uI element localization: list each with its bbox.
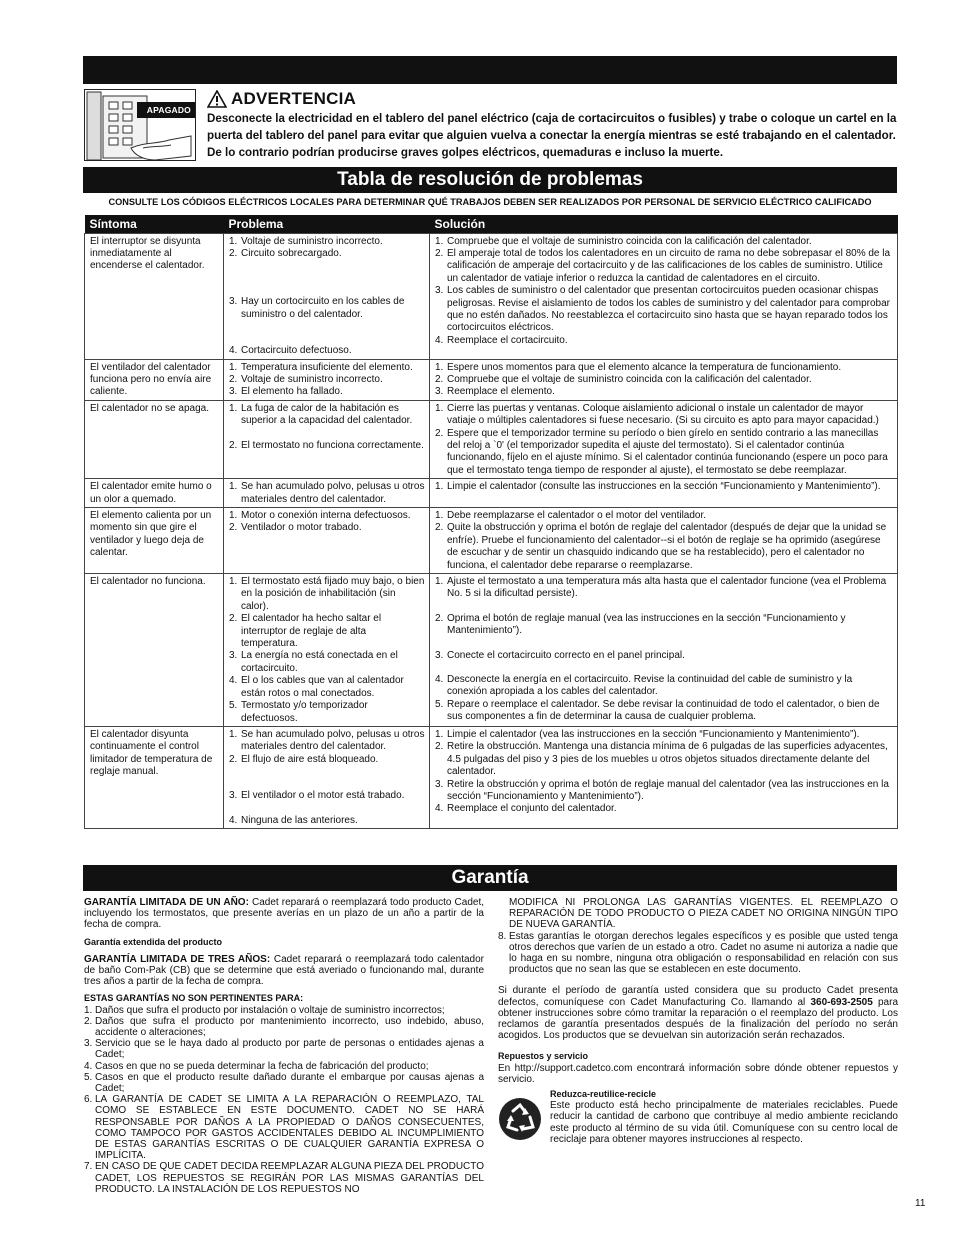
symptom-cell: El calentador no se apaga. (85, 400, 224, 478)
troubleshooting-title: Tabla de resolución de problemas (83, 167, 897, 193)
solution-cell: 1. Debe reemplazarse el calentador o el motor del ventilador. 2. Quite la obstrucción y oprima el botón de reglaje del calentador (después de dejar que la unidad se enfríe). Pruebe el funcionamiento del calentador--si el botón de reglaje se ha oprimido (asegúrese de escuchar y de sentir un chasquido indicando que se ha restablecido), pero el calentador no funciona, el calentador debe repararse o reemplazarse. (430, 508, 898, 574)
warning-title-text: ADVERTENCIA (231, 89, 356, 108)
symptom-cell: El calentador emite humo o un olor a quemado. (85, 479, 224, 508)
warning-triangle-icon (207, 90, 227, 108)
recycle-heading: Reduzca-reutilice-recicle (550, 1089, 657, 1100)
header-sintoma: Síntoma (85, 215, 224, 233)
breaker-panel-icon (85, 90, 196, 161)
warning-title (207, 89, 356, 109)
list-item: 5. Casos en que el producto resulte dañado durante el embarque por causas ajenas a Cadet; (84, 1071, 484, 1095)
solution-cell: 1. Ajuste el termostato a una temperatura más alta hasta que el calentador funcione (vea el Problema No. 5 si la dificultad persiste). 2. Oprima el botón de reglaje manual (vea las instrucciones en la sección “Funcionamiento y Mantenimiento”). 3. Conecte el cortacircuito correcto en el panel principal. 4. Desconecte la energía en el cortacircuito. Revise la continuidad del cable de suministro y la conexión apropiada a los cables del calentador. 5. Repare o reemplace el calentador. Se debe revisar la continuidad de todo el calentador, o bien de sus componentes a fin de determinar la causa de cualquier problema. (430, 574, 898, 727)
header-solucion: Solución (430, 215, 898, 233)
table-row (85, 359, 898, 400)
top-black-bar (83, 56, 897, 84)
symptom-cell: El calentador disyunta continuamente el control limitador de temperatura de reglaje manual. (85, 726, 224, 828)
problem-cell: 1. Se han acumulado polvo, pelusas u otros materiales dentro del calentador. 2. El flujo de aire está bloqueado. 3. El ventilador o el motor está trabado. 4. Ninguna de las anteriores. (224, 726, 430, 828)
phone-number: 360-693-2505 (810, 996, 873, 1008)
problem-cell: 1. Voltaje de suministro incorrecto. 2. Circuito sobrecargado. 3. Hay un cortocircuito en los cables de suministro o del calentador. 4. Cortacircuito defectuoso. (224, 233, 430, 359)
problem-cell: 1. El termostato está fijado muy bajo, o bien en la posición de inhabilitación (sin calor). 2. El calentador ha hecho saltar el interruptor de reglaje de alta temperatura. 3. La energía no está conectada en el cortacircuito. 4. El o los cables que van al calentador están rotos o mal conectados. 5. Termostato y/o temporizador defectuosos. (224, 574, 430, 727)
breaker-panel-illustration (84, 89, 196, 161)
header-problema: Problema (224, 215, 430, 233)
recycle-section (498, 1089, 898, 1145)
parts-heading: Repuestos y servicio (498, 1051, 589, 1062)
problem-cell: 1. Temperatura insuficiente del elemento. 2. Voltaje de suministro incorrecto. 3. El elemento ha fallado. (224, 359, 430, 400)
problem-cell: 1. Se han acumulado polvo, pelusas u otros materiales dentro del calentador. (224, 479, 430, 508)
consult-notice: CONSULTE LOS CÓDIGOS ELÉCTRICOS LOCALES PARA DETERMINAR QUÉ TRABAJOS DEBEN SER REALIZADOS POR PERSONAL DE SERVICIO ELÉCTRICO CALIFICADO (108, 197, 872, 207)
warning-text: Desconecte la electricidad en el tablero del panel eléctrico (caja de cortacircuitos o fusibles) y trabe o coloque un cartel en la puerta del tablero del panel para evitar que alguien vuelva a conectar la energía mientras se esté trabajando en el calentador. De lo contrario podrían producirse graves golpes eléctricos, quemaduras e incluso la muerte. (207, 112, 897, 159)
list-item: 6. LA GARANTÍA DE CADET SE LIMITA A LA REPARACIÓN O REEMPLAZO, TAL COMO SE ESTABLECE EN ESTE DOCUMENTO. CADET NO SE HARÁ RESPONSABLE POR DAÑOS A LA PROPIEDAD O DAÑOS CONSECUENTES, COMO TAMPOCO POR GASTOS ACCIDENTALES DEBIDO AL INCUMPLIMIENTO DE ESTAS GARANTÍAS ESCRITAS O DE CUALQUIER GARANTÍA EXPRESA O IMPLÍCITA. (84, 1094, 484, 1162)
problem-cell: 1. Motor o conexión interna defectuosos. 2. Ventilador o motor trabado. (224, 508, 430, 574)
warranty-left-column (84, 897, 484, 1195)
solution-cell: 1. Compruebe que el voltaje de suministro coincida con la calificación del calentador. 2. El amperaje total de todos los calentadores en un circuito de rama no debe sobrepasar el 80% de la calificación de amperaje del cortacircuito y de las calificaciones de los cables de suministro. Utilice un calentador de vatiaje inferior o reduzca la cantidad de calentadores en el circuito. 3. Los cables de suministro o del calentador que presentan cortocircuitos pueden ocasionar chispas peligrosas. Revise el aislamiento de todos los cables de suministro y del calentador para comprobar que no estén dañados. No reestablezca el cortacircuito sino hasta que se hayan reparado todos los cortocircuitos eléctricos. 4. Reemplace el cortacircuito. (430, 233, 898, 359)
table-row (85, 574, 898, 727)
one-year-warranty: GARANTÍA LIMITADA DE UN AÑO: Cadet reparará o reemplazará todo producto Cadet, incluyendo los termostatos, que presente averías en un plazo de un año a partir de la fecha de compra. (84, 897, 484, 931)
troubleshooting-table (84, 215, 898, 829)
page-number: 11 (915, 1198, 926, 1209)
warranty-title: Garantía (83, 865, 897, 891)
list-item-continued: MODIFICA NI PROLONGA LAS GARANTÍAS VIGENTES. EL REEMPLAZO O REPARACIÓN DE TODO PRODUCTO O PIEZA CADET NO ORIGINA NINGÚN TIPO DE NUEVA GARANTÍA. (509, 897, 898, 931)
table-row (85, 726, 898, 828)
list-item: 3. Servicio que se le haya dado al producto por parte de personas o entidades ajenas a Cadet; (84, 1038, 484, 1061)
solution-cell: 1. Cierre las puertas y ventanas. Coloque aislamiento adicional o instale un calentador de mayor vatiaje o múltiples calentadores si fuese necesario. (Si su circuito es apto para mayor capacidad.) 2. Espere que el temporizador termine su período o bien gírelo en sentido contrario a las manecillas del reloj a `0' (el temporizador supedita el ajuste del termostato). Si el calentador continúa funcionando, fíjelo en el ajuste mínimo. Si el calentador continúa funcionando (espere un poco para que el termostato tenga tiempo de responder al ajuste), el termostato se debe reemplazar. (430, 400, 898, 478)
table-row (85, 400, 898, 478)
table-row (85, 233, 898, 359)
symptom-cell: El ventilador del calentador funciona pero no envía aire caliente. (85, 359, 224, 400)
exclusions-heading: ESTAS GARANTÍAS NO SON PERTINENTES PARA: (84, 993, 304, 1004)
list-item: 4. Casos en que no se pueda determinar la fecha de fabricación del producto; (84, 1060, 429, 1072)
solution-cell: 1. Espere unos momentos para que el elemento alcance la temperatura de funcionamiento. 2. Compruebe que el voltaje de suministro coincida con la calificación del calentador. 3. Reemplace el elemento. (430, 359, 898, 400)
list-item: 1. Daños que sufra el producto por instalación o voltaje de suministro incorrectos; (84, 1004, 445, 1016)
warranty-right-column (498, 897, 898, 1145)
symptom-cell: El elemento calienta por un momento sin que gire el ventilador y luego deja de calentar. (85, 508, 224, 574)
extended-warranty-heading: Garantía extendida del producto (84, 936, 223, 947)
recycle-text: Este producto está hecho principalmente de materiales reciclables. Puede reducir la cantidad de carbono que contribuye al medio ambiente reciclando este producto al término de su vida útil. Comuníquese con su centro local de reciclaje para obtener mayores instrucciones al respecto. (550, 1100, 898, 1145)
symptom-cell: El calentador no funciona. (85, 574, 224, 727)
symptom-cell: El interruptor se disyunta inmediatamente al encenderse el calentador. (85, 233, 224, 359)
parts-text: En http://support.cadetco.com encontrará información sobre dónde obtener repuestos y servicio. (498, 1062, 898, 1085)
problem-cell: 1. La fuga de calor de la habitación es superior a la capacidad del calentador. 2. El termostato no funciona correctamente. (224, 400, 430, 478)
table-row (85, 479, 898, 508)
three-year-warranty: GARANTÍA LIMITADA DE TRES AÑOS: Cadet reparará o reemplazará todo calentador de baño Com-Pak (CB) que se determine que está averiado o funcionando mal, durante tres años a partir de la fecha de compra. (84, 953, 484, 988)
table-row (85, 508, 898, 574)
apagado-label: APAGADO (137, 102, 195, 118)
list-item: 8. Estas garantías le otorgan derechos legales específicos y es posible que usted tenga otros derechos que varíen de un estado a otro. Cadet no asume ni autoriza a nadie que lo haga en su nombre, ninguna otra obligación o responsabilidad en relación con sus productos que no sean las que se establecen en este documento. (498, 930, 898, 976)
list-item: 2. Daños que sufra el producto por mantenimiento incorrecto, uso indebido, abuso, accidente o alteraciones; (84, 1015, 484, 1039)
contact-paragraph: Si durante el período de garantía usted considera que su producto Cadet presenta defectos, comuníquese con Cadet Manufacturing Co. llamando al 360-693-2505 para obtener instrucciones sobre cómo tramitar la reparación o el reemplazo del producto. Los reclamos de garantía presentados después de la finalización del período no serán acogidos. Los productos que se devuelvan sin autorización serán rechazados. (498, 985, 898, 1042)
recycle-icon (498, 1097, 542, 1141)
solution-cell: 1. Limpie el calentador (vea las instrucciones en la sección “Funcionamiento y Mantenimiento”). 2. Retire la obstrucción. Mantenga una distancia mínima de 6 pulgadas de las superficies adyacentes, 4.5 pulgadas del piso y 3 pies de los muebles u otros objetos situados directamente delante del calentador. 3. Retire la obstrucción y oprima el botón de reglaje manual del calentador (vea las instrucciones en la sección “Funcionamiento y Mantenimiento”). 4. Reemplace el conjunto del calentador. (430, 726, 898, 828)
solution-cell: 1. Limpie el calentador (consulte las instrucciones en la sección “Funcionamiento y Mantenimiento”). (430, 479, 898, 508)
exclusions-list (84, 1005, 484, 1195)
list-item: 7. EN CASO DE QUE CADET DECIDA REEMPLAZAR ALGUNA PIEZA DEL PRODUCTO CADET, LOS REPUESTOS SE REGIRÁN POR LAS MISMAS GARANTÍAS DEL PRODUCTO. LA INSTALACIÓN DE LOS REPUESTOS NO (84, 1161, 484, 1195)
